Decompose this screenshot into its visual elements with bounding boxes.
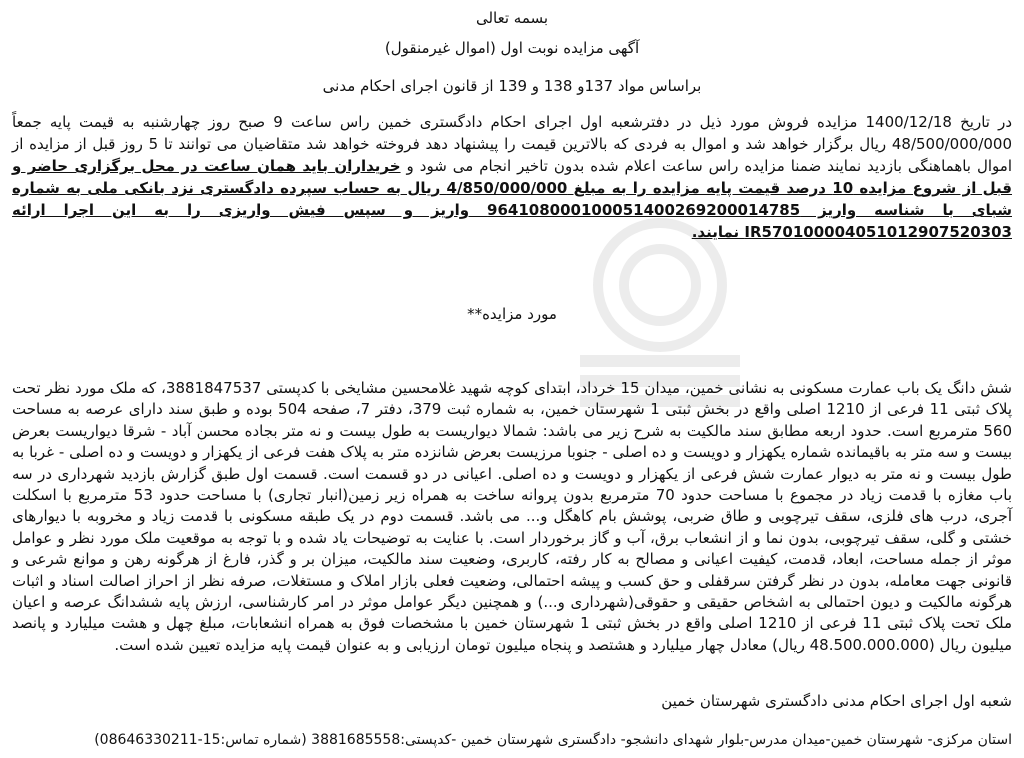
property-description: شش دانگ یک باب عمارت مسکونی به نشانی خمین، میدان 15 خرداد، ابتدای کوچه شهید غلامحسین مشایخی با کدپستی 3881847537، که ملک مورد نظر تحت پلاک ثبتی 11 فرعی از 1210 اصلی واقع در بخش ثبتی 1 شهرستان خمین، به شماره ثبت 379، دفتر 7، صفحه 504 بوده و طبق سند دارای عرصه به مساحت 560 مترمربع است. حدود اربعه مطابق سند مالکیت به شرح زیر می باشد: شمالا دیواریست به طول بیست و نه متر بجاده محسن آباد - شرقا دیواریست بعرض بیست و سه متر به باقیمانده شماره یکهزار و دویست و ده اصلی - جنوبا مرزیست بعرض شانزده متر به پلاک هفت فرعی از یکهزار و دویست و ده اصلی - غربا به طول بیست و نه متر به دیوار عمارت شش فرعی از یکهزار و دویست و ده اصلی. اعیانی در دو قسمت است. قسمت اول طبق گزارش بازدید شهرداری در سه باب مغازه با قدمت زیاد در مجموع با مساحت حدود 70 مترمربع بدون پروانه ساخت به همراه زیر زمین(انبار تجاری) با مساحت حدود 53 مترمربع با اسکلت آجری، درب های فلزی، سقف تیرچوبی و طاق ضربی، پوشش بام کاهگل و... می باشد. قسمت دوم در یک طبقه مسکونی با قدمت زیاد و مخروبه با دیوارهای خشتی و گلی، سقف تیرچوبی، بدون نما و از انشعاب برق، آب و گاز برخوردار است. با عنایت به توضیحات یاد شده و با توجه به موقعیت ملک مورد نظر و عوامل موثر از جمله مساحت، ابعاد، قدمت، کیفیت اعیانی و مصالح به کار رفته، کاربری، وضعیت سند مالکیت، میزان بر و گذر، فارغ از هرگونه رهن و موانع شرعی و قانونی جهت معامله، بدون در نظر گرفتن سرقفلی و حق کسب و پیشه احتمالی، وضعیت فعلی بازار املاک و مستغلات، صرفه نظر از احراز اصالت اسناد و اثبات هرگونه مالکیت و دیون احتمالی به اشخاص حقیقی و حقوقی(شهرداری و...) و همچنین دیگر عوامل موثر در امر کارشناسی، ارزش پایه ششدانگ عرصه و اعیان ملک تحت پلاک ثبتی 11 فرعی از 1210 اصلی واقع در بخش ثبتی 1 شهرستان خمین با مشخصات فوق به همراه انشعابات، مبلغ چهل و هشت میلیارد و پانصد میلیون ریال (48.500.000.000 ریال) معادل چهار میلیارد و هشتصد و پنجاه میلیون تومان ارزیابی و به عنوان قیمت پایه مزایده تعیین شده است. — [12, 379, 1012, 654]
notice-title: آگهی مزایده نوبت اول (اموال غیرمنقول) — [384, 39, 640, 57]
basmala: بسمه تعالی — [475, 9, 549, 27]
legal-basis-subtitle: براساس مواد 137و 138 و 139 از قانون اجرای احکام مدنی — [322, 77, 702, 95]
auction-intro-paragraph — [12, 111, 1012, 243]
footer-contact: استان مرکزی- شهرستان خمین-میدان مدرس-بلوار شهدای دانشجو- دادگستری شهرستان خمین -کدپستی:3881685558 (شماره تماس:15-08646330211) — [94, 732, 1012, 748]
section-heading: مورد مزایده** — [467, 305, 557, 323]
issuer-signature: شعبه اول اجرای احکام مدنی دادگستری شهرستان خمین — [661, 692, 1012, 710]
auction-intro-text: در تاریخ 1400/12/18 مزایده فروش مورد ذیل در دفترشعبه اول اجرای احکام دادگستری خمین راس ساعت 9 صبح روز چهارشنبه به قیمت پایه جمعاً 48/500/000/000 ریال برگزار خواهد شد و اموال به فردی که بالاترین قیمت را پیشنهاد دهد فروخته خواهد شد متقاضیان می توانند تا 5 روز قبل از مزایده از اموال باهماهنگی بازدید نمایند ضمنا مزایده راس ساعت اعلام شده بدون تاخیر انجام می شود و — [12, 113, 1013, 175]
auction-payment-text: خریداران باید همان ساعت در محل برگزاری حاضر و قبل از شروع مزایده 10 درصد قیمت پایه مزایده را به مبلغ 4/850/000/000 ریال به حساب سپرده دادگستری نزد بانکی ملی به شماره شبای با شناسه واریز 964108000100051400269200014785 واریز و سپس فیش واریزی را به این اجرا ارائه IR570100004051012907520303 نمایند. — [12, 157, 1012, 241]
